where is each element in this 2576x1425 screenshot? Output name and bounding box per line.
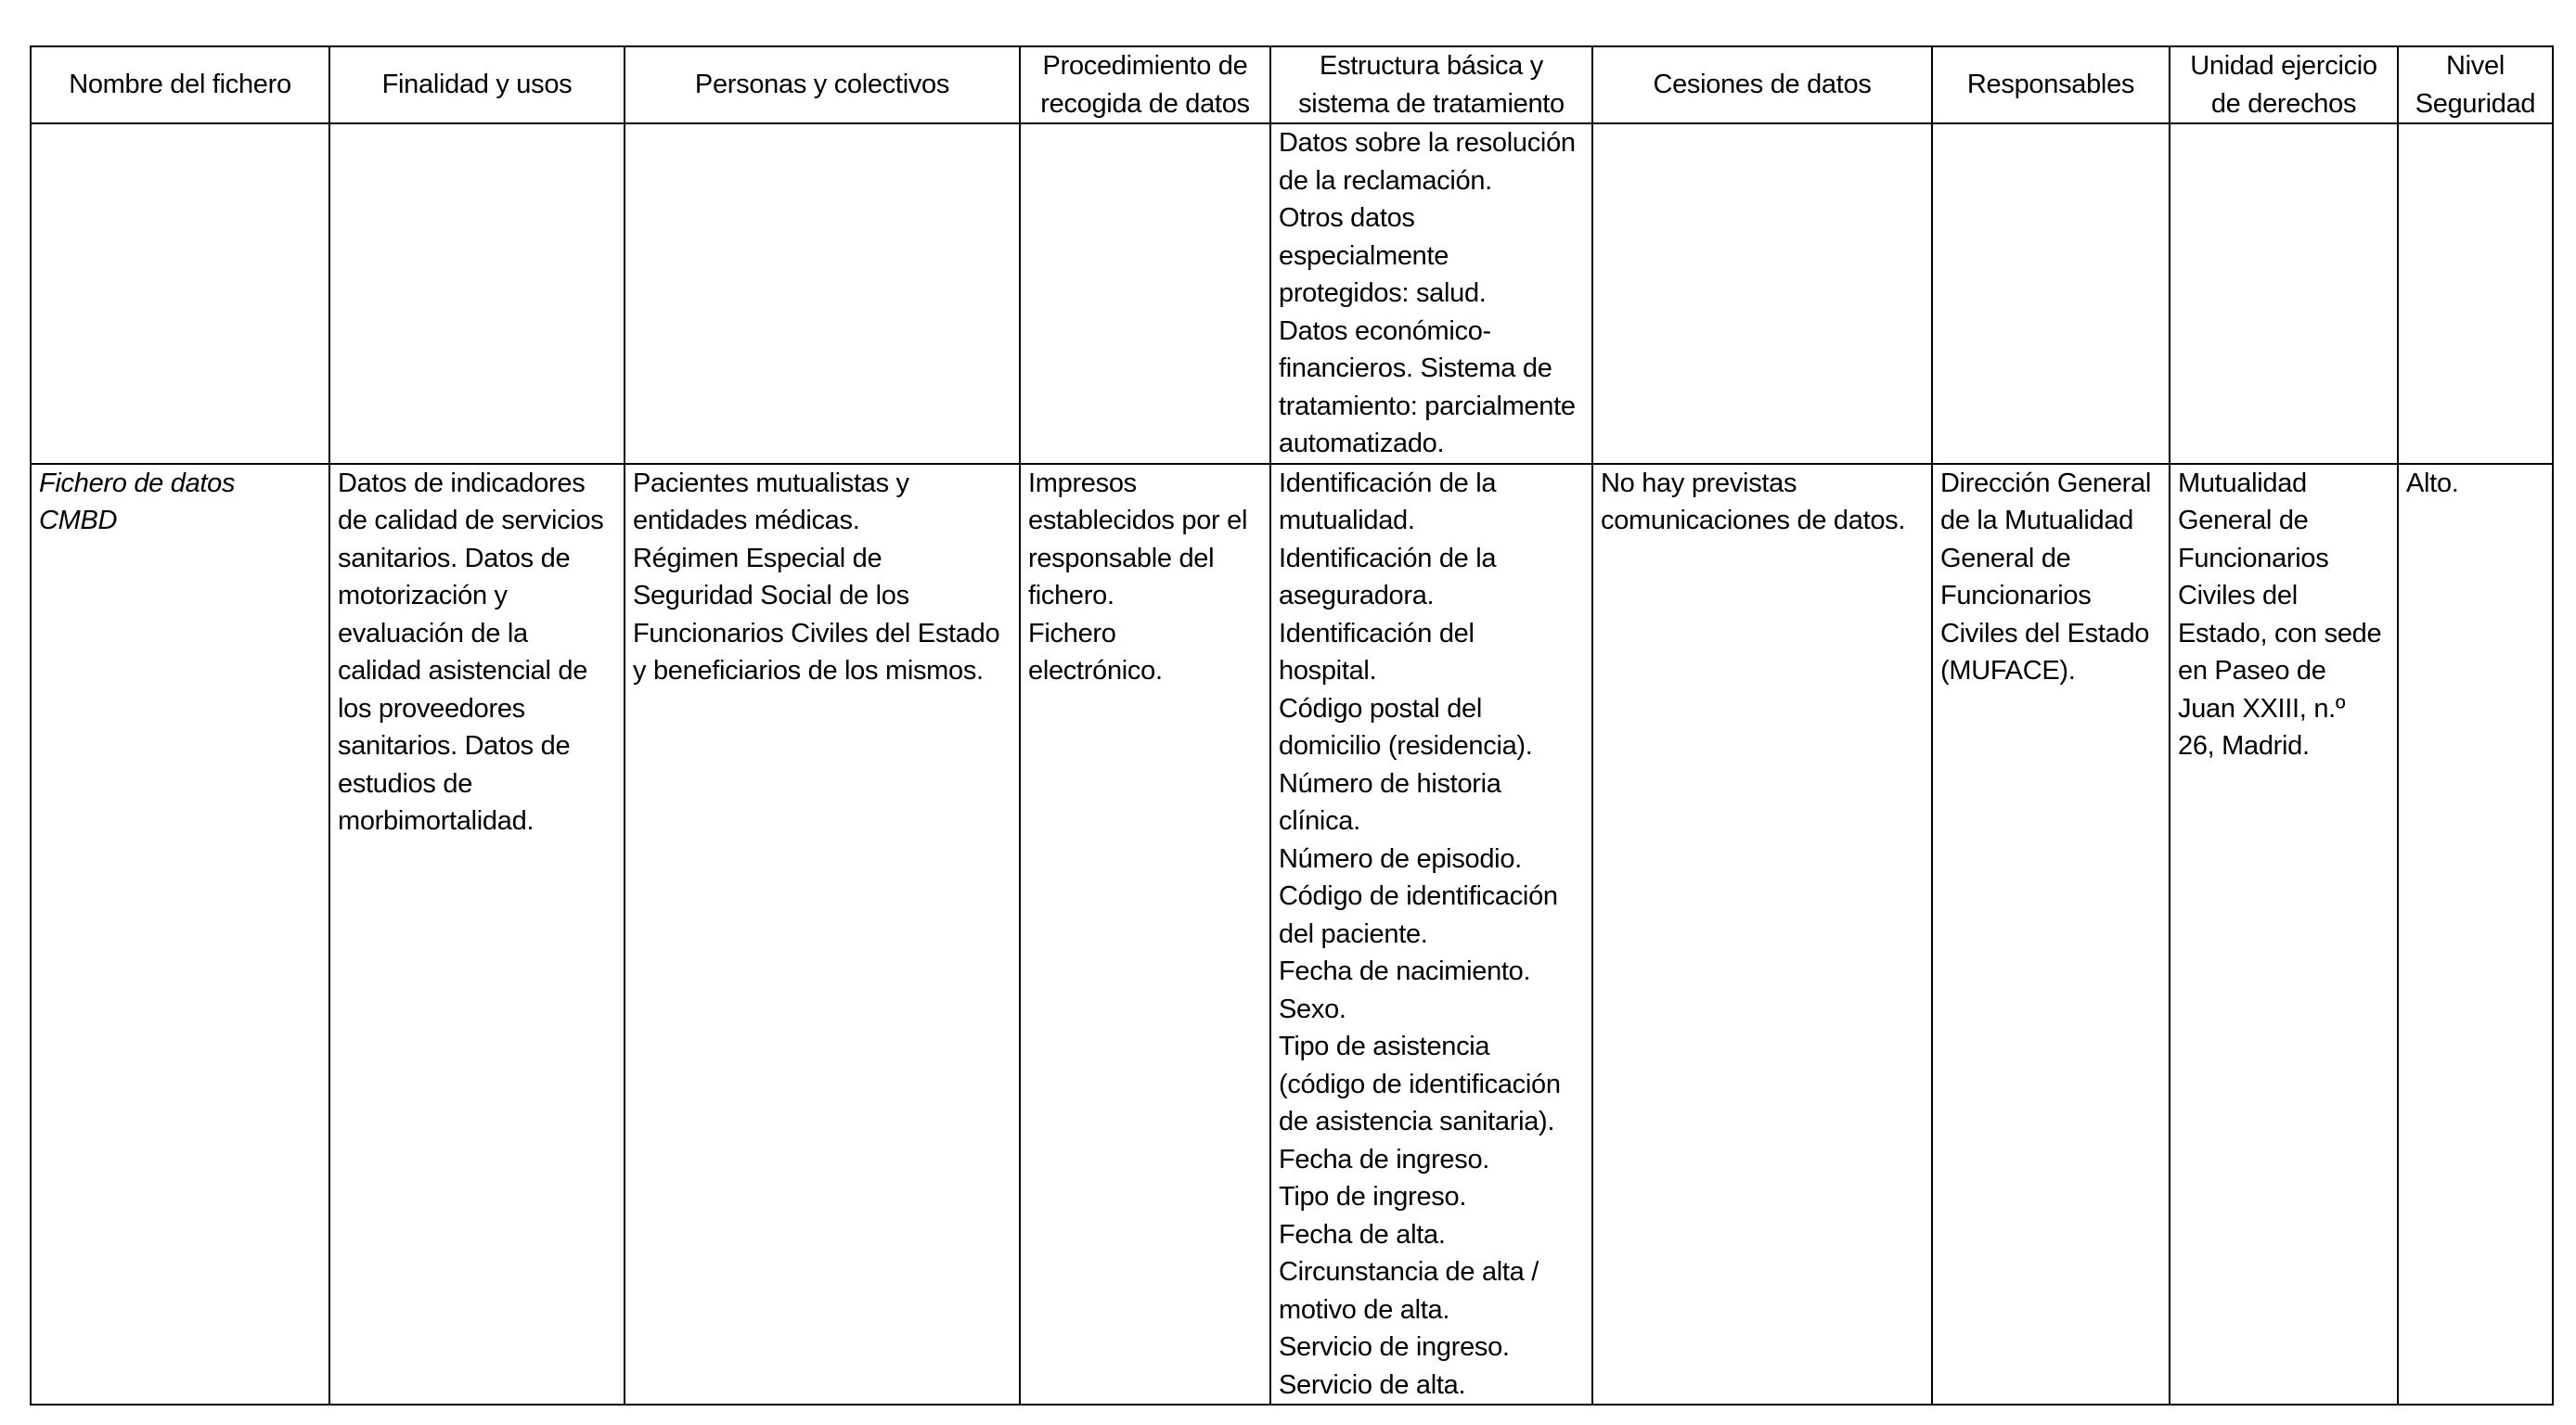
cell-estructura: Identificación de la mutualidad. Identificación de la aseguradora. Identificación del hospital. Código postal del domicilio (residencia). Número de historia clínica. Número de episodio. Código de identificación del paciente. Fecha de nacimiento. Sexo. Tipo de asistencia (código de identificación de asistencia sanitaria). Fecha de ingreso. Tipo de ingreso. Fecha de alta. Circunstancia de alta / motivo de alta. Servicio de ingreso. Servicio de alta. xyxy=(1270,464,1592,1406)
header-responsables: Responsables xyxy=(1932,46,2170,123)
cell-nombre: Fichero de datos CMBD xyxy=(31,464,329,1406)
table-row xyxy=(31,464,2553,1406)
cell-cesiones xyxy=(1592,123,1932,464)
cell-estructura: Datos sobre la resolución de la reclamación. Otros datos especialmente protegidos: salud. Datos económico- financieros. Sistema de tratamiento: parcialmente automatizado. xyxy=(1270,123,1592,464)
header-finalidad-usos: Finalidad y usos xyxy=(329,46,625,123)
cell-unidad xyxy=(2170,123,2398,464)
cell-responsables xyxy=(1932,123,2170,464)
cell-nivel xyxy=(2398,123,2553,464)
cell-unidad: Mutualidad General de Funcionarios Civiles del Estado, con sede en Paseo de Juan XXIII, n.º 26, Madrid. xyxy=(2170,464,2398,1406)
header-row xyxy=(31,46,2553,123)
header-cesiones-datos: Cesiones de datos xyxy=(1592,46,1932,123)
cell-nombre xyxy=(31,123,329,464)
cell-responsables: Dirección General de la Mutualidad General de Funcionarios Civiles del Estado (MUFACE). xyxy=(1932,464,2170,1406)
header-estructura-basica: Estructura básica y sistema de tratamiento xyxy=(1270,46,1592,123)
table-row xyxy=(31,123,2553,464)
header-unidad-ejercicio-derechos: Unidad ejercicio de derechos xyxy=(2170,46,2398,123)
header-nivel-seguridad: Nivel Seguridad xyxy=(2398,46,2553,123)
cell-procedimiento xyxy=(1020,123,1270,464)
cell-finalidad xyxy=(329,123,625,464)
cell-personas: Pacientes mutualistas y entidades médicas. Régimen Especial de Seguridad Social de los Funcionarios Civiles del Estado y beneficiarios de los mismos. xyxy=(625,464,1020,1406)
header-personas-colectivos: Personas y colectivos xyxy=(625,46,1020,123)
data-file-register-table xyxy=(30,45,2554,1406)
cell-cesiones: No hay previstas comunicaciones de datos. xyxy=(1592,464,1932,1406)
header-nombre-fichero: Nombre del fichero xyxy=(31,46,329,123)
cell-nivel: Alto. xyxy=(2398,464,2553,1406)
cell-personas xyxy=(625,123,1020,464)
cell-finalidad: Datos de indicadores de calidad de servicios sanitarios. Datos de motorización y evaluación de la calidad asistencial de los proveedores sanitarios. Datos de estudios de morbimortalidad. xyxy=(329,464,625,1406)
cell-procedimiento: Impresos establecidos por el responsable del fichero. Fichero electrónico. xyxy=(1020,464,1270,1406)
header-procedimiento-recogida: Procedimiento de recogida de datos xyxy=(1020,46,1270,123)
